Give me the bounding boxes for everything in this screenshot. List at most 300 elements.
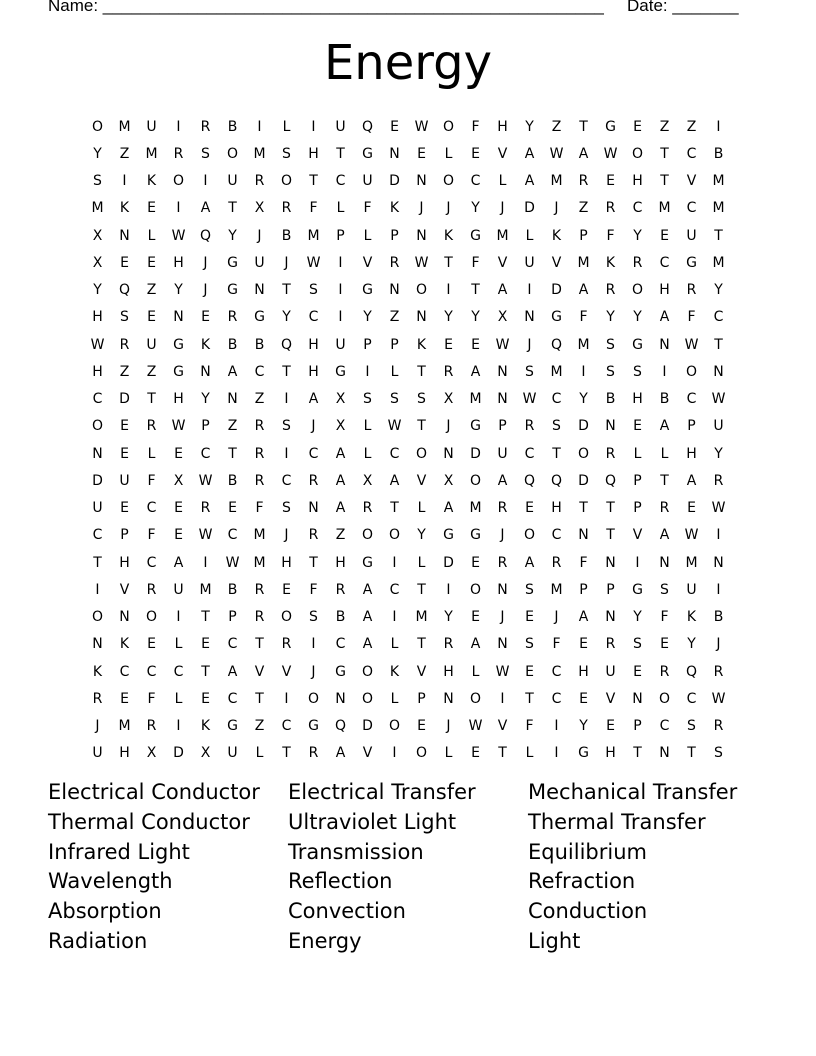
grid-letter: N bbox=[632, 690, 643, 707]
grid-letter: A bbox=[470, 363, 481, 380]
grid-letter: S bbox=[282, 500, 291, 517]
grid-letter: U bbox=[524, 254, 535, 271]
grid-letter: L bbox=[660, 445, 669, 462]
grid-letter: V bbox=[119, 581, 130, 598]
grid-letter: R bbox=[659, 500, 670, 517]
grid-letter: T bbox=[93, 554, 102, 571]
grid-letter: A bbox=[659, 309, 670, 326]
grid-letter: N bbox=[497, 363, 508, 380]
grid-letter: A bbox=[470, 636, 481, 653]
grid-letter: I bbox=[338, 309, 343, 326]
grid-letter: C bbox=[713, 309, 724, 326]
grid-letter: Y bbox=[579, 718, 588, 735]
grid-letter: S bbox=[282, 418, 291, 435]
grid-letter: N bbox=[416, 173, 427, 190]
grid-letter: N bbox=[578, 527, 589, 544]
grid-letter: C bbox=[389, 581, 400, 598]
grid-letter: O bbox=[388, 718, 401, 735]
grid-letter: O bbox=[226, 145, 239, 162]
word-bank-item: Equilibrium bbox=[528, 839, 647, 864]
grid-letter: E bbox=[201, 690, 210, 707]
grid-letter: L bbox=[282, 118, 291, 135]
grid-letter: S bbox=[363, 391, 372, 408]
grid-letter: J bbox=[311, 663, 316, 680]
grid-letter: A bbox=[227, 363, 238, 380]
grid-letter: M bbox=[253, 527, 266, 544]
grid-letter: T bbox=[687, 745, 696, 762]
grid-letter: F bbox=[309, 200, 318, 217]
grid-letter: L bbox=[390, 690, 399, 707]
grid-letter: C bbox=[308, 445, 319, 462]
grid-letter: N bbox=[443, 445, 454, 462]
grid-letter: M bbox=[496, 227, 509, 244]
grid-letter: Z bbox=[578, 200, 589, 217]
grid-letter: U bbox=[146, 336, 157, 353]
grid-letter: I bbox=[392, 745, 397, 762]
grid-letter: E bbox=[417, 145, 426, 162]
grid-letter: R bbox=[605, 636, 616, 653]
grid-letter: C bbox=[335, 636, 346, 653]
grid-letter: G bbox=[227, 718, 238, 735]
grid-letter: O bbox=[361, 527, 374, 544]
grid-letter: N bbox=[416, 309, 427, 326]
grid-letter: M bbox=[712, 200, 725, 217]
grid-letter: L bbox=[174, 690, 183, 707]
grid-letter: R bbox=[308, 472, 319, 489]
grid-letter: A bbox=[578, 282, 589, 299]
grid-letter: C bbox=[524, 445, 535, 462]
grid-letter: X bbox=[173, 472, 184, 489]
grid-letter: N bbox=[173, 309, 184, 326]
grid-letter: L bbox=[174, 636, 183, 653]
grid-letter: S bbox=[282, 145, 291, 162]
grid-letter: Y bbox=[714, 445, 723, 462]
grid-letter: W bbox=[198, 527, 213, 544]
grid-letter: N bbox=[335, 690, 346, 707]
grid-letter: E bbox=[579, 636, 588, 653]
grid-letter: N bbox=[443, 690, 454, 707]
grid-letter: E bbox=[147, 254, 156, 271]
grid-letter: E bbox=[660, 636, 669, 653]
grid-letter: P bbox=[579, 581, 588, 598]
grid-letter: E bbox=[633, 418, 642, 435]
grid-letter: G bbox=[362, 145, 373, 162]
grid-letter: R bbox=[686, 282, 697, 299]
grid-letter: J bbox=[419, 200, 424, 217]
grid-letter: P bbox=[363, 336, 372, 353]
grid-letter: D bbox=[92, 472, 103, 489]
grid-letter: D bbox=[551, 282, 562, 299]
grid-letter: B bbox=[227, 581, 238, 598]
grid-letter: B bbox=[335, 609, 346, 626]
grid-letter: P bbox=[579, 227, 588, 244]
grid-letter: C bbox=[281, 718, 292, 735]
grid-letter: E bbox=[120, 500, 129, 517]
page-title: Energy bbox=[323, 35, 493, 91]
grid-letter: E bbox=[120, 690, 129, 707]
grid-letter: J bbox=[500, 200, 505, 217]
grid-letter: Z bbox=[146, 363, 157, 380]
grid-letter: W bbox=[684, 527, 699, 544]
grid-letter: I bbox=[338, 282, 343, 299]
grid-letter: D bbox=[362, 718, 373, 735]
grid-letter: Y bbox=[417, 527, 426, 544]
grid-letter: N bbox=[605, 418, 616, 435]
grid-letter: S bbox=[525, 581, 534, 598]
grid-letter: Y bbox=[444, 609, 453, 626]
grid-letter: R bbox=[605, 282, 616, 299]
grid-letter: J bbox=[554, 609, 559, 626]
grid-letter: I bbox=[284, 391, 289, 408]
grid-letter: O bbox=[469, 690, 482, 707]
grid-letter: K bbox=[605, 254, 616, 271]
grid-letter: R bbox=[146, 418, 157, 435]
grid-letter: T bbox=[282, 282, 291, 299]
grid-letter: T bbox=[714, 227, 723, 244]
grid-letter: I bbox=[716, 118, 721, 135]
grid-letter: Z bbox=[146, 282, 157, 299]
grid-letter: E bbox=[471, 145, 480, 162]
grid-letter: D bbox=[578, 418, 589, 435]
grid-letter: Y bbox=[201, 391, 210, 408]
grid-letter: I bbox=[500, 690, 505, 707]
grid-letter: U bbox=[92, 500, 103, 517]
grid-letter: N bbox=[605, 609, 616, 626]
grid-letter: E bbox=[444, 336, 453, 353]
grid-letter: M bbox=[145, 145, 158, 162]
grid-letter: R bbox=[713, 663, 724, 680]
grid-letter: J bbox=[446, 200, 451, 217]
grid-letter: R bbox=[632, 254, 643, 271]
grid-letter: Y bbox=[93, 145, 102, 162]
grid-letter: H bbox=[632, 391, 643, 408]
grid-letter: J bbox=[500, 609, 505, 626]
grid-letter: I bbox=[122, 173, 127, 190]
grid-letter: W bbox=[90, 336, 105, 353]
grid-letter: R bbox=[281, 636, 292, 653]
grid-letter: Z bbox=[119, 145, 130, 162]
grid-letter: U bbox=[254, 254, 265, 271]
grid-letter: Y bbox=[525, 118, 534, 135]
grid-letter: L bbox=[336, 200, 345, 217]
grid-letter: T bbox=[606, 500, 615, 517]
grid-letter: A bbox=[497, 472, 508, 489]
grid-letter: U bbox=[227, 745, 238, 762]
grid-letter: M bbox=[577, 336, 590, 353]
grid-letter: H bbox=[92, 363, 103, 380]
grid-letter: H bbox=[92, 309, 103, 326]
grid-letter: W bbox=[225, 554, 240, 571]
grid-letter: H bbox=[308, 145, 319, 162]
grid-letter: R bbox=[308, 745, 319, 762]
grid-letter: L bbox=[525, 745, 534, 762]
grid-letter: C bbox=[254, 363, 265, 380]
grid-letter: Y bbox=[174, 282, 183, 299]
grid-letter: E bbox=[471, 609, 480, 626]
grid-letter: N bbox=[227, 391, 238, 408]
grid-letter: L bbox=[255, 745, 264, 762]
grid-letter: C bbox=[92, 391, 103, 408]
grid-letter: N bbox=[389, 145, 400, 162]
grid-letter: W bbox=[684, 336, 699, 353]
word-bank-item: Electrical Conductor bbox=[48, 780, 260, 804]
grid-letter: S bbox=[606, 336, 615, 353]
grid-letter: A bbox=[362, 609, 373, 626]
grid-letter: R bbox=[389, 254, 400, 271]
grid-letter: T bbox=[660, 145, 669, 162]
grid-letter: I bbox=[284, 690, 289, 707]
grid-letter: H bbox=[308, 336, 319, 353]
grid-letter: V bbox=[416, 663, 427, 680]
grid-letter: U bbox=[92, 745, 103, 762]
grid-letter: M bbox=[253, 554, 266, 571]
grid-letter: I bbox=[716, 581, 721, 598]
word-bank-item: Thermal Transfer bbox=[528, 809, 706, 834]
grid-letter: L bbox=[147, 445, 156, 462]
grid-letter: M bbox=[550, 581, 563, 598]
grid-letter: Y bbox=[606, 309, 615, 326]
grid-letter: G bbox=[470, 418, 481, 435]
grid-letter: G bbox=[686, 254, 697, 271]
grid-letter: G bbox=[551, 309, 562, 326]
grid-letter: U bbox=[146, 118, 157, 135]
grid-letter: R bbox=[92, 690, 103, 707]
grid-letter: P bbox=[120, 527, 129, 544]
grid-letter: R bbox=[605, 445, 616, 462]
grid-letter: Q bbox=[118, 282, 131, 299]
grid-letter: N bbox=[119, 609, 130, 626]
grid-letter: O bbox=[658, 690, 671, 707]
grid-letter: E bbox=[579, 690, 588, 707]
grid-letter: Q bbox=[523, 472, 536, 489]
grid-letter: N bbox=[497, 391, 508, 408]
grid-letter: R bbox=[551, 554, 562, 571]
grid-letter: V bbox=[497, 718, 508, 735]
grid-letter: I bbox=[311, 118, 316, 135]
grid-letter: S bbox=[93, 173, 102, 190]
grid-letter: N bbox=[200, 363, 211, 380]
grid-letter: E bbox=[525, 609, 534, 626]
grid-letter: E bbox=[471, 336, 480, 353]
grid-letter: A bbox=[578, 609, 589, 626]
word-bank-item: Radiation bbox=[48, 928, 148, 953]
grid-letter: C bbox=[200, 445, 211, 462]
grid-letter: H bbox=[119, 554, 130, 571]
grid-letter: E bbox=[174, 445, 183, 462]
grid-letter: V bbox=[281, 663, 292, 680]
grid-letter: W bbox=[387, 418, 402, 435]
word-bank-item: Absorption bbox=[48, 899, 162, 924]
grid-letter: I bbox=[554, 718, 559, 735]
grid-letter: Y bbox=[228, 227, 237, 244]
grid-letter: R bbox=[497, 554, 508, 571]
grid-letter: W bbox=[711, 500, 726, 517]
grid-letter: S bbox=[714, 745, 723, 762]
grid-letter: T bbox=[201, 609, 210, 626]
grid-letter: L bbox=[417, 500, 426, 517]
grid-letter: Y bbox=[363, 309, 372, 326]
grid-letter: T bbox=[282, 363, 291, 380]
grid-letter: T bbox=[471, 282, 480, 299]
grid-letter: H bbox=[281, 554, 292, 571]
grid-letter: C bbox=[389, 445, 400, 462]
grid-letter: O bbox=[415, 445, 428, 462]
grid-letter: O bbox=[388, 527, 401, 544]
grid-letter: C bbox=[119, 663, 130, 680]
grid-letter: G bbox=[362, 554, 373, 571]
grid-letter: E bbox=[633, 663, 642, 680]
grid-letter: N bbox=[389, 282, 400, 299]
grid-letter: W bbox=[522, 391, 537, 408]
grid-letter: G bbox=[173, 336, 184, 353]
grid-letter: F bbox=[147, 527, 156, 544]
grid-letter: H bbox=[119, 745, 130, 762]
grid-letter: Q bbox=[361, 118, 374, 135]
grid-letter: P bbox=[336, 227, 345, 244]
grid-letter: V bbox=[632, 527, 643, 544]
grid-letter: A bbox=[335, 445, 346, 462]
grid-letter: P bbox=[633, 472, 642, 489]
word-bank bbox=[48, 778, 768, 957]
grid-letter: T bbox=[309, 554, 318, 571]
grid-letter: J bbox=[527, 336, 532, 353]
grid-letter: G bbox=[632, 581, 643, 598]
grid-letter: U bbox=[713, 418, 724, 435]
grid-letter: V bbox=[362, 254, 373, 271]
grid-letter: H bbox=[659, 282, 670, 299]
grid-letter: A bbox=[335, 745, 346, 762]
grid-letter: X bbox=[146, 745, 157, 762]
grid-letter: J bbox=[257, 227, 262, 244]
grid-letter: B bbox=[659, 391, 670, 408]
grid-letter: I bbox=[392, 554, 397, 571]
grid-letter: Z bbox=[335, 527, 346, 544]
grid-letter: N bbox=[92, 636, 103, 653]
grid-letter: C bbox=[659, 718, 670, 735]
grid-letter: R bbox=[335, 581, 346, 598]
grid-letter: K bbox=[416, 336, 427, 353]
grid-letter: A bbox=[308, 391, 319, 408]
word-bank-item: Electrical Transfer bbox=[288, 780, 476, 804]
grid-letter: Q bbox=[604, 472, 617, 489]
grid-letter: R bbox=[200, 500, 211, 517]
grid-letter: W bbox=[306, 254, 321, 271]
word-bank-item: Energy bbox=[288, 928, 362, 953]
grid-letter: X bbox=[497, 309, 508, 326]
grid-letter: L bbox=[444, 745, 453, 762]
grid-letter: A bbox=[173, 554, 184, 571]
grid-letter: C bbox=[659, 254, 670, 271]
grid-letter: A bbox=[335, 500, 346, 517]
grid-letter: Z bbox=[389, 309, 400, 326]
word-bank-item: Reflection bbox=[288, 869, 393, 894]
grid-letter: H bbox=[632, 173, 643, 190]
grid-letter: S bbox=[660, 581, 669, 598]
grid-letter: T bbox=[147, 391, 156, 408]
grid-letter: F bbox=[579, 309, 588, 326]
grid-letter: R bbox=[443, 636, 454, 653]
grid-letter: A bbox=[335, 472, 346, 489]
word-bank-item: Conduction bbox=[528, 899, 648, 924]
grid-letter: M bbox=[118, 118, 131, 135]
grid-letter: P bbox=[390, 227, 399, 244]
grid-letter: J bbox=[95, 718, 100, 735]
word-bank-item: Convection bbox=[288, 899, 406, 924]
grid-letter: K bbox=[200, 718, 211, 735]
grid-letter: G bbox=[335, 663, 346, 680]
grid-letter: L bbox=[471, 663, 480, 680]
grid-letter: F bbox=[552, 636, 561, 653]
grid-letter: U bbox=[605, 663, 616, 680]
grid-letter: X bbox=[335, 391, 346, 408]
grid-letter: T bbox=[255, 690, 264, 707]
grid-letter: V bbox=[605, 690, 616, 707]
grid-letter: G bbox=[227, 254, 238, 271]
grid-letter: E bbox=[174, 527, 183, 544]
word-bank-item: Mechanical Transfer bbox=[528, 780, 738, 804]
grid-letter: E bbox=[606, 173, 615, 190]
grid-letter: S bbox=[633, 636, 642, 653]
grid-letter: E bbox=[282, 581, 291, 598]
grid-letter: A bbox=[524, 554, 535, 571]
grid-letter: V bbox=[362, 745, 373, 762]
grid-letter: E bbox=[660, 227, 669, 244]
grid-letter: M bbox=[550, 363, 563, 380]
grid-letter: W bbox=[198, 472, 213, 489]
grid-letter: U bbox=[497, 445, 508, 462]
grid-letter: S bbox=[525, 636, 534, 653]
grid-letter: J bbox=[203, 282, 208, 299]
grid-letter: U bbox=[173, 581, 184, 598]
grid-letter: O bbox=[442, 173, 455, 190]
grid-letter: E bbox=[120, 418, 129, 435]
grid-letter: N bbox=[605, 554, 616, 571]
grid-letter: F bbox=[606, 227, 615, 244]
grid-letter: L bbox=[363, 227, 372, 244]
grid-letter: L bbox=[363, 445, 372, 462]
grid-letter: L bbox=[633, 445, 642, 462]
grid-letter: R bbox=[254, 581, 265, 598]
grid-letter: J bbox=[203, 254, 208, 271]
grid-letter: G bbox=[470, 227, 481, 244]
grid-letter: E bbox=[147, 309, 156, 326]
grid-letter: L bbox=[498, 173, 507, 190]
grid-letter: X bbox=[362, 472, 373, 489]
grid-letter: S bbox=[525, 363, 534, 380]
grid-letter: W bbox=[711, 690, 726, 707]
grid-letter: A bbox=[659, 418, 670, 435]
grid-letter: O bbox=[523, 527, 536, 544]
grid-letter: C bbox=[632, 200, 643, 217]
grid-letter: F bbox=[147, 472, 156, 489]
grid-letter: R bbox=[605, 200, 616, 217]
grid-letter: U bbox=[335, 336, 346, 353]
grid-letter: A bbox=[578, 145, 589, 162]
grid-letter: C bbox=[92, 527, 103, 544]
grid-letter: G bbox=[578, 745, 589, 762]
grid-letter: Q bbox=[199, 227, 212, 244]
grid-letter: H bbox=[173, 254, 184, 271]
grid-letter: H bbox=[443, 663, 454, 680]
grid-letter: Z bbox=[227, 418, 238, 435]
grid-letter: I bbox=[176, 118, 181, 135]
grid-letter: I bbox=[716, 527, 721, 544]
grid-letter: U bbox=[227, 173, 238, 190]
grid-letter: X bbox=[200, 745, 211, 762]
grid-letter: M bbox=[118, 718, 131, 735]
grid-letter: M bbox=[469, 500, 482, 517]
grid-letter: K bbox=[119, 200, 130, 217]
